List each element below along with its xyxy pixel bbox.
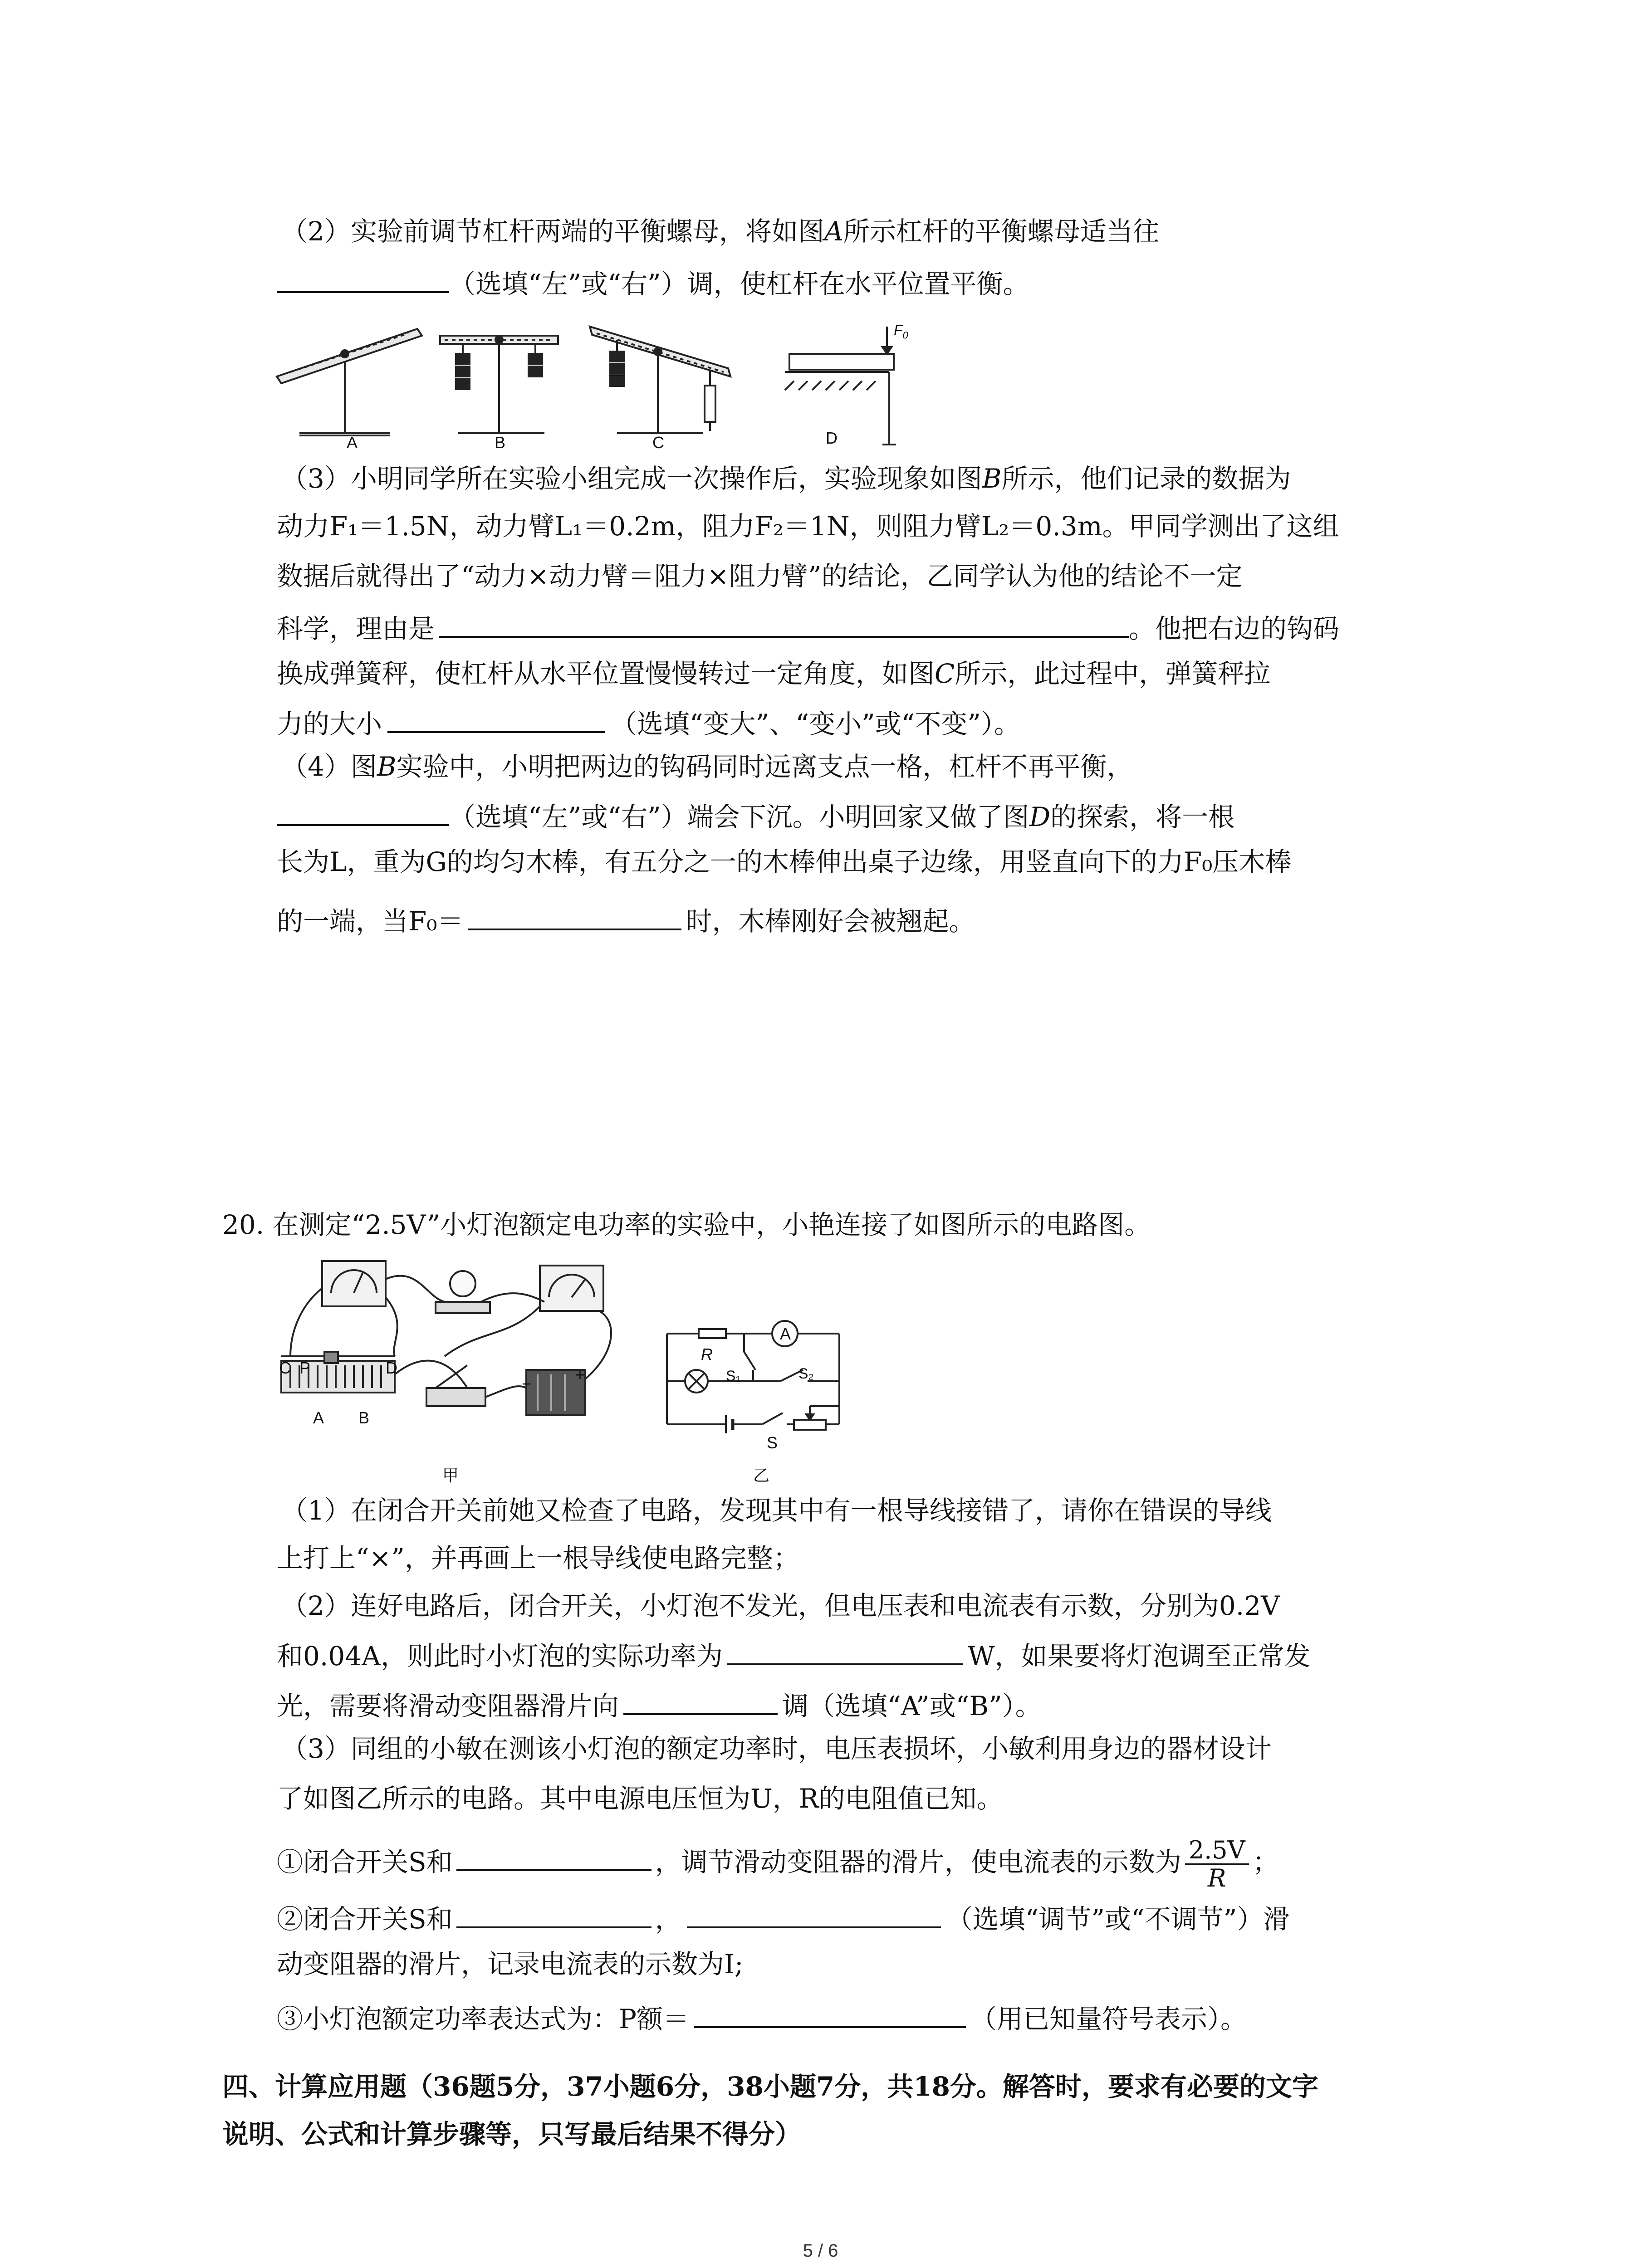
q20-p2-line3: 光，需要将滑动变阻器滑片向 调（选填“A”或“B”）。 — [277, 1685, 1042, 1724]
figure-label-yi: 乙 — [753, 1466, 770, 1485]
answer-blank-rated-power-expression[interactable] — [694, 1998, 966, 2028]
circuit-letter-p: P — [299, 1359, 311, 1377]
q19-p4-line3: 长为L，重为G的均匀木棒，有五分之一的木棒伸出桌子边缘，用竖直向下的力F₀压木棒 — [277, 846, 1292, 877]
q19-p2-line1: （2）实验前调节杠杆两端的平衡螺母，将如图A所示杠杆的平衡螺母适当往 — [281, 216, 1159, 247]
answer-blank-direction[interactable] — [277, 263, 449, 293]
circuit-figure-yi — [658, 1320, 848, 1465]
section-4-title-line1: 四、计算应用题（36题5分，37小题6分，38小题7分，共18分。解答时，要求有必要的文字 — [222, 2071, 1318, 2102]
q20-step3: ③小灯泡额定功率表达式为：P额＝ （用已知量符号表示）。 — [277, 1998, 1247, 2037]
q20-intro: 20. 在测定“2.5V”小灯泡额定电功率的实验中，小艳连接了如图所示的电路图。 — [222, 1209, 1151, 1240]
schematic-label-s: S — [767, 1433, 778, 1452]
q19-p3-line3: 数据后就得出了“动力×动力臂＝阻力×阻力臂”的结论，乙同学认为他的结论不一定 — [277, 561, 1243, 591]
answer-blank-reason[interactable] — [439, 608, 1129, 638]
fraction-2.5v-over-r: $\frac{2.5V}{R}$ — [1185, 1837, 1249, 1892]
answer-blank-sink-side[interactable] — [277, 796, 449, 826]
q20-step2-line1: ②闭合开关S和 ， （选填“调节”或“不调节”）滑 — [277, 1898, 1289, 1937]
q20-step1: ①闭合开关S和 ，调节滑动变阻器的滑片，使电流表的示数为 $\frac{2.5V}{R}$ ； — [277, 1836, 1279, 1892]
circuit-letter-d: D — [386, 1359, 397, 1377]
answer-blank-actual-power[interactable] — [727, 1635, 963, 1665]
circuit-letter-c: C — [279, 1359, 291, 1377]
schematic-label-r: R — [701, 1345, 713, 1364]
q20-p2-line1: （2）连好电路后，闭合开关，小灯泡不发光，但电压表和电流表有示数，分别为0.2V — [281, 1590, 1280, 1621]
q20-p3-line2: 了如图乙所示的电路。其中电源电压恒为U，R的电阻值已知。 — [277, 1783, 1003, 1814]
q19-p4-line4: 的一端，当F₀＝ 时，木棒刚好会被翘起。 — [277, 900, 975, 939]
fig-label-d: D — [826, 429, 838, 447]
fig-label-c: C — [652, 433, 664, 452]
answer-blank-force-change[interactable] — [387, 703, 605, 733]
answer-blank-step2-switch[interactable] — [456, 1898, 652, 1928]
q19-p4-line2: （选填“左”或“右”）端会下沉。小明回家又做了图D的探索，将一根 — [277, 796, 1234, 835]
section-4-title-line2: 说明、公式和计算步骤等，只写最后结果不得分） — [222, 2119, 802, 2150]
page-number: 5 / 6 — [803, 2241, 838, 2261]
q20-p1-line1: （1）在闭合开关前她又检查了电路，发现其中有一根导线接错了，请你在错误的导线 — [281, 1495, 1272, 1526]
q19-p3-line5: 换成弹簧秤，使杠杆从水平位置慢慢转过一定角度，如图C所示，此过程中，弹簧秤拉 — [277, 658, 1271, 689]
circuit-letter-b: B — [358, 1408, 370, 1427]
q19-p3-line2: 动力F₁＝1.5N，动力臂L₁＝0.2m，阻力F₂＝1N，则阻力臂L₂＝0.3m。甲同学测出了这组 — [277, 511, 1339, 542]
schematic-label-ammeter: A — [780, 1325, 791, 1343]
lever-figure-c — [590, 327, 730, 433]
figure-label-jia: 甲 — [442, 1466, 459, 1485]
q19-p3-line6: 力的大小 （选填“变大”、“变小”或“不变”）。 — [277, 703, 1020, 742]
fig-label-b: B — [495, 433, 506, 452]
q19-p2-line2: （选填“左”或“右”）调，使杠杆在水平位置平衡。 — [277, 263, 1029, 302]
circuit-figure-jia — [272, 1252, 626, 1442]
lever-figure-a — [277, 329, 422, 435]
fig-force-label: $F_0$ — [894, 322, 908, 341]
q20-p1-line2: 上打上“×”，并再画上一根导线使电路完整； — [277, 1543, 799, 1574]
q20-p2-line2: 和0.04A，则此时小灯泡的实际功率为 W，如果要将灯泡调至正常发 — [277, 1635, 1311, 1674]
answer-blank-slider-direction[interactable] — [623, 1685, 778, 1715]
answer-blank-f0[interactable] — [468, 900, 681, 930]
q19-p4-line1: （4）图B实验中，小明把两边的钩码同时远离支点一格，杠杆不再平衡， — [281, 751, 1133, 782]
fig-label-a: A — [347, 433, 358, 452]
battery-minus: − — [522, 1374, 532, 1393]
lever-figure-d — [785, 327, 896, 445]
q19-p3-line1: （3）小明同学所在实验小组完成一次操作后，实验现象如图B所示，他们记录的数据为 — [281, 463, 1291, 494]
lever-figure-b — [440, 336, 558, 433]
q20-p3-line1: （3）同组的小敏在测该小灯泡的额定功率时，电压表损坏，小敏利用身边的器材设计 — [281, 1733, 1272, 1764]
schematic-label-s1: S₁ — [726, 1368, 741, 1384]
answer-blank-step2-adjust[interactable] — [687, 1898, 941, 1928]
q20-step2-line2: 动变阻器的滑片，记录电流表的示数为I; — [277, 1949, 744, 1980]
circuit-letter-a: A — [313, 1408, 324, 1427]
answer-blank-step1-switch[interactable] — [456, 1841, 652, 1871]
battery-plus: + — [575, 1365, 585, 1384]
schematic-label-s2: S₂ — [798, 1365, 814, 1382]
q19-p3-line4: 科学，理由是 。他把右边的钩码 — [277, 608, 1339, 647]
